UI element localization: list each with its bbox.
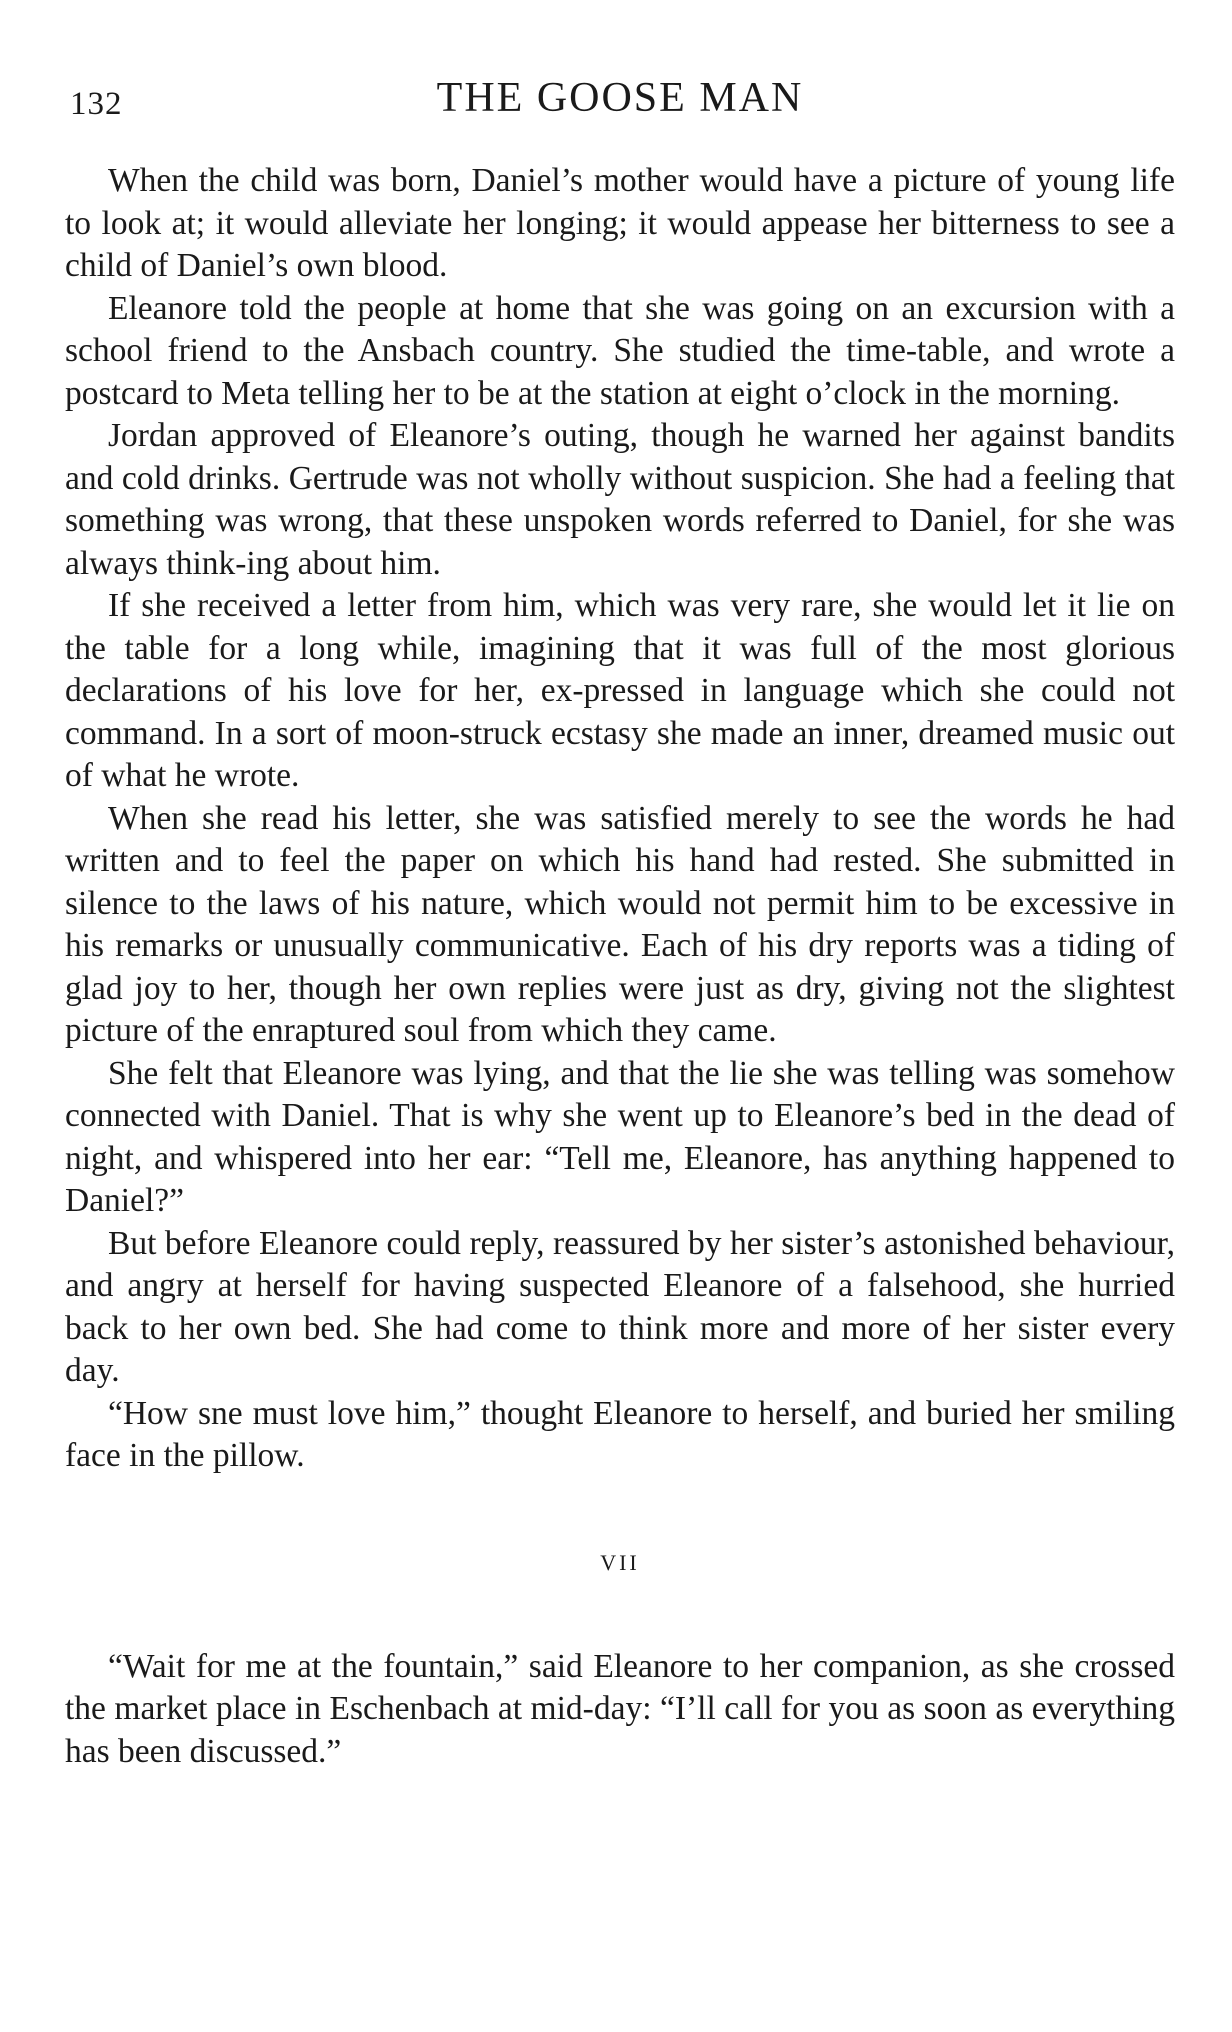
paragraph: If she received a letter from him, which was very rare, she would let it lie on the table for a long while, imagining that it was full of the most glorious declarations of his love for her, ex-pressed in language which she could not command. In a sort of moon-struck ecstasy she made an inner, dreamed music out of what he wrote.: [65, 587, 1175, 794]
running-head: [65, 68, 1175, 138]
section-heading: VII: [600, 1549, 640, 1575]
paragraph: She felt that Eleanore was lying, and that the lie she was telling was somehow connected with Daniel. That is why she went up to Eleanore’s bed in the dead of night, and whispered into her ear: “Tell me, Eleanore, has anything happened to Daniel?”: [65, 1054, 1175, 1219]
paragraph: When the child was born, Daniel’s mother would have a picture of young life to look at; it would alleviate her longing; it would appease her bitterness to see a child of Daniel’s own blood.: [65, 162, 1175, 284]
book-page: [65, 68, 1175, 1773]
paragraph: But before Eleanore could reply, reassured by her sister’s astonished behaviour, and angry at herself for having suspected Eleanore of a falsehood, she hurried back to her own bed. She had come to think more and more of her sister every day.: [65, 1224, 1175, 1389]
paragraph: When she read his letter, she was satisfied merely to see the words he had written and to feel the paper on which his hand had rested. She submitted in silence to the laws of his nature, which would not permit him to be excessive in his remarks or unusually communicative. Each of his dry reports was a tiding of glad joy to her, though her own replies were just as dry, giving not the slightest picture of the enraptured soul from which they came.: [65, 799, 1175, 1049]
paragraph: “Wait for me at the fountain,” said Eleanore to her companion, as she crossed the market place in Eschenbach at mid-day: “I’ll call for you as soon as everything has been discussed.”: [65, 1647, 1175, 1770]
page-number: 132: [70, 86, 123, 122]
paragraph: “How sne must love him,” thought Eleanore to herself, and buried her smiling face in the pillow.: [65, 1394, 1175, 1474]
paragraph: Eleanore told the people at home that she was going on an excursion with a school friend to the Ansbach country. She studied the time-table, and wrote a postcard to Meta telling her to be at the station at eight o’clock in the morning.: [65, 289, 1175, 412]
body-text: [65, 160, 1175, 1478]
paragraph: Jordan approved of Eleanore’s outing, though he warned her against bandits and cold drinks. Gertrude was not wholly without suspicion. She had a feeling that something was wrong, that these unspoken words referred to Daniel, for she was always think-ing about him.: [65, 417, 1175, 582]
book-title: THE GOOSE MAN: [436, 75, 804, 121]
section-text: [65, 1646, 1175, 1774]
